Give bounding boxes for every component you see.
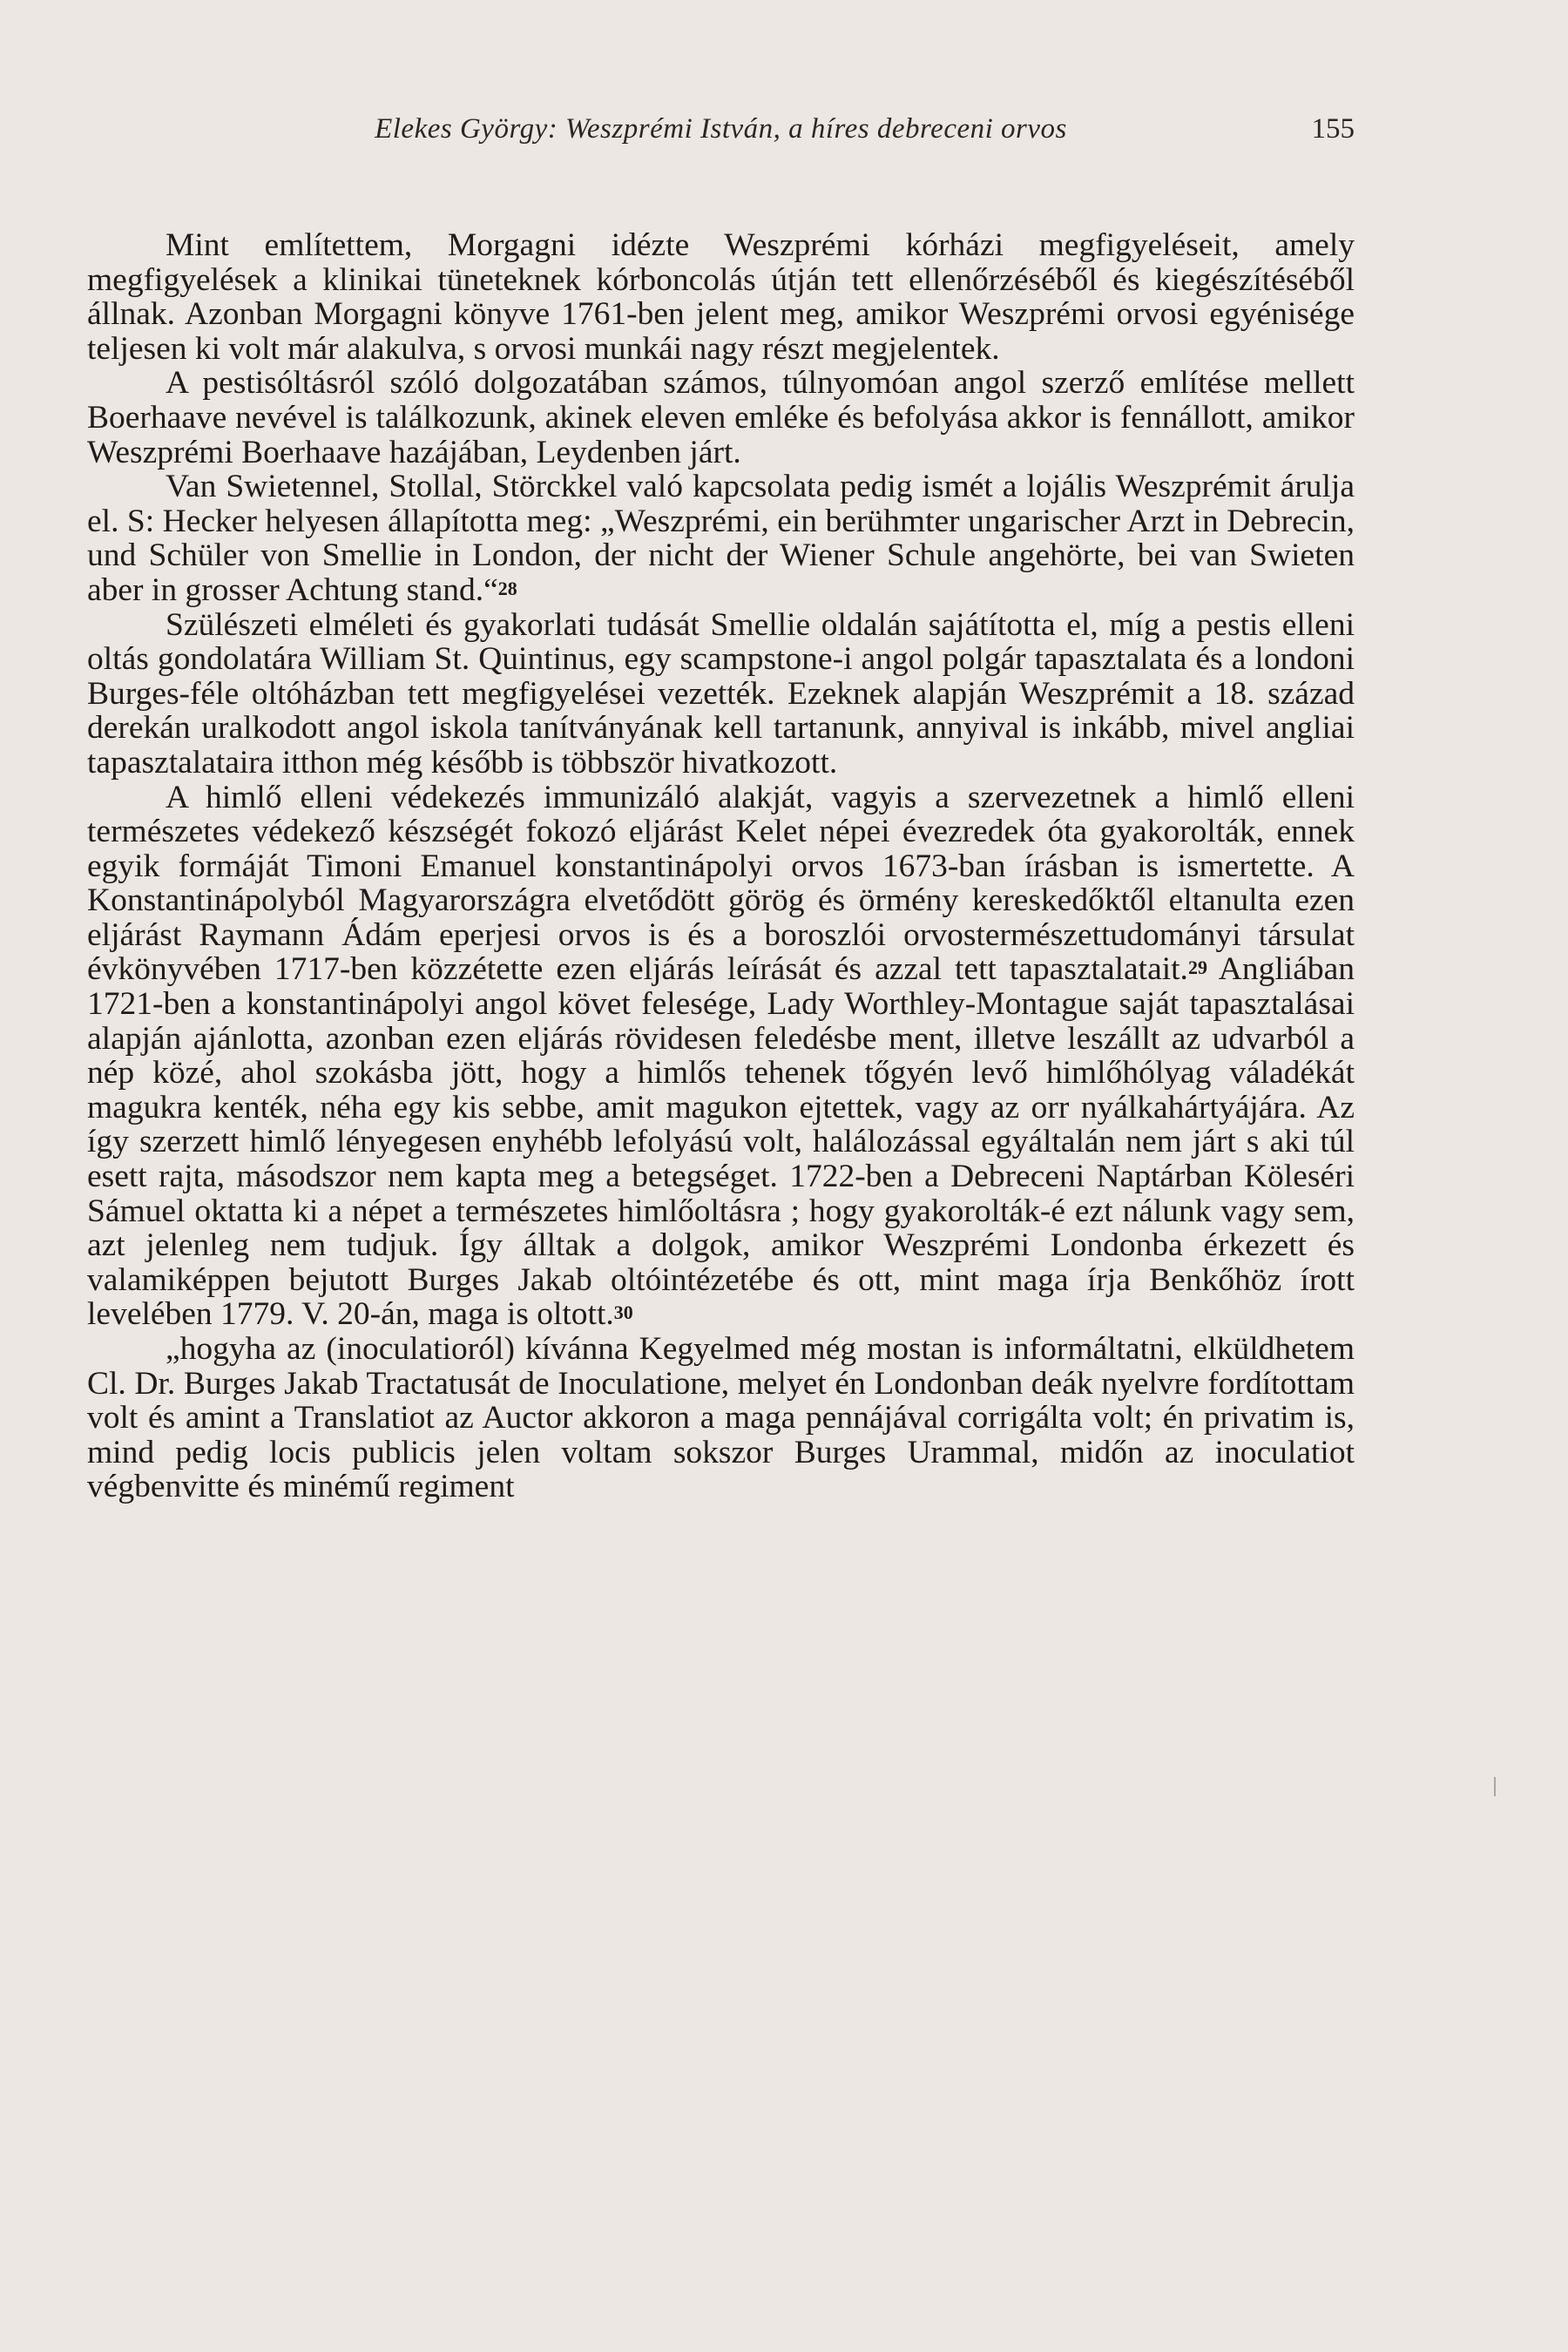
paragraph-4 xyxy=(87,608,1355,781)
paragraph-6-quotation xyxy=(87,1332,1355,1504)
footnote-marker-29: 29 xyxy=(1187,956,1207,979)
paragraph-4-text: Szülészeti elméleti és gyakorlati tudását Smellie oldalán sajátította el, míg a pestis elleni oltás gondolatára William St. Quintinus, egy scampstone-i angol polgár tapasztalata és a londoni Burges-féle oltóházban tett megfigyelései vezették. Ezeknek alapján Weszprémit a 18. század derekán uralkodott angol iskola tanítványának kell tartanunk, annyival is inkább, mivel angliai tapasztalataira itthon még később is többször hivatkozott. xyxy=(87,606,1355,781)
paragraph-5 xyxy=(87,781,1355,1333)
paragraph-1 xyxy=(87,228,1355,366)
footnote-marker-30: 30 xyxy=(613,1301,633,1324)
paragraph-3 xyxy=(87,470,1355,607)
margin-mark xyxy=(1494,1777,1496,1796)
running-title: Elekes György: Weszprémi István, a híres debreceni orvos xyxy=(375,113,1067,145)
paragraph-6-text: „hogyha az (inoculatioról) kívánna Kegyelmed még mostan is informáltatni, elküldhetem Cl. Dr. Burges Jakab Tractatusát de Inoculatione, melyet én Londonban deák nyelvre fordítottam volt és amint a Translatiot az Auctor akkoron a maga pennájával corrigálta volt; én privatim is, mind pedig locis publicis jelen voltam sokszor Burges Urammal, midőn az inoculatiot végbenvitte és minémű regiment xyxy=(87,1331,1355,1505)
paragraph-2-text: A pestisóltásról szóló dolgozatában számos, túlnyomóan angol szerző említése mellett Boerhaave nevével is találkozunk, akinek eleven emléke és befolyása akkor is fennállott, amikor Weszprémi Boerhaave hazájában, Leydenben járt. xyxy=(87,365,1355,470)
paragraph-5-text: A himlő elleni védekezés immunizáló alakját, vagyis a szervezetnek a himlő elleni természetes védekező készségét fokozó eljárást Kelet népei évezredek óta gyakorolták, ennek egyik formáját Timoni Emanuel konstantinápolyi orvos 1673-ban írásban is ismertette. A Konstantinápolyból Magyarországra elvetődött görög és örmény kereskedőktől eltanulta ezen eljárást Raymann Ádám eperjesi orvos is és a boroszlói orvostermészettudományi társulat évkönyvében 1717-ben közzétette ezen eljárás leírását és azzal tett tapasztalatait. xyxy=(87,779,1355,988)
paragraph-2 xyxy=(87,366,1355,470)
page-number: 155 xyxy=(1311,113,1355,145)
paragraph-5-continuation: Angliában 1721-ben a konstantinápolyi angol követ felesége, Lady Worthley-Montague saját tapasztalásai alapján ajánlotta, azonban ezen eljárás rövidesen feledésbe ment, illetve leszállt az udvarból a nép közé, ahol szokásba jött, hogy a himlős tehenek tőgyén levő himlőhólyag váladékát magukra kenték, néha egy kis sebbe, amit magukon ejtettek, vagy az orr nyálkahártyájára. Az így szerzett himlő lényegesen enyhébb lefolyású volt, halálozással egyáltalán nem járt s aki túl esett rajta, másodszor nem kapta meg a betegséget. 1722-ben a Debreceni Naptárban Köleséri Sámuel oktatta ki a népet a természetes himlőoltásra ; hogy gyakorolták-é ezt nálunk vagy sem, azt jelenleg nem tudjuk. Így álltak a dolgok, amikor Weszprémi Londonba érkezett és valamiképpen bejutott Burges Jakab oltóintézetébe és ott, mint maga írja Benkőhöz írott levelében 1779. V. 20-án, maga is oltott. xyxy=(87,951,1355,1333)
footnote-marker-28: 28 xyxy=(497,577,517,599)
running-header xyxy=(87,113,1355,157)
paragraph-3-text: Van Swietennel, Stollal, Störckkel való kapcsolata pedig ismét a lojális Weszprémit árulja el. S: Hecker helyesen állapította meg: „Weszprémi, ein berühmter ungarischer Arzt in Debrecin, und Schüler von Smellie in London, der nicht der Wiener Schule angehörte, bei van Swieten aber in grosser Achtung stand.“ xyxy=(87,469,1355,608)
paragraph-1-text: Mint említettem, Morgagni idézte Weszprémi kórházi megfigyeléseit, amely megfigyelések a klinikai tüneteknek kórboncolás útján tett ellenőrzéséből és kiegészítéséből állnak. Azonban Morgagni könyve 1761-ben jelent meg, amikor Weszprémi orvosi egyénisége teljesen ki volt már alakulva, s orvosi munkái nagy részt megjelentek. xyxy=(87,227,1355,367)
body-text xyxy=(87,228,1355,1504)
